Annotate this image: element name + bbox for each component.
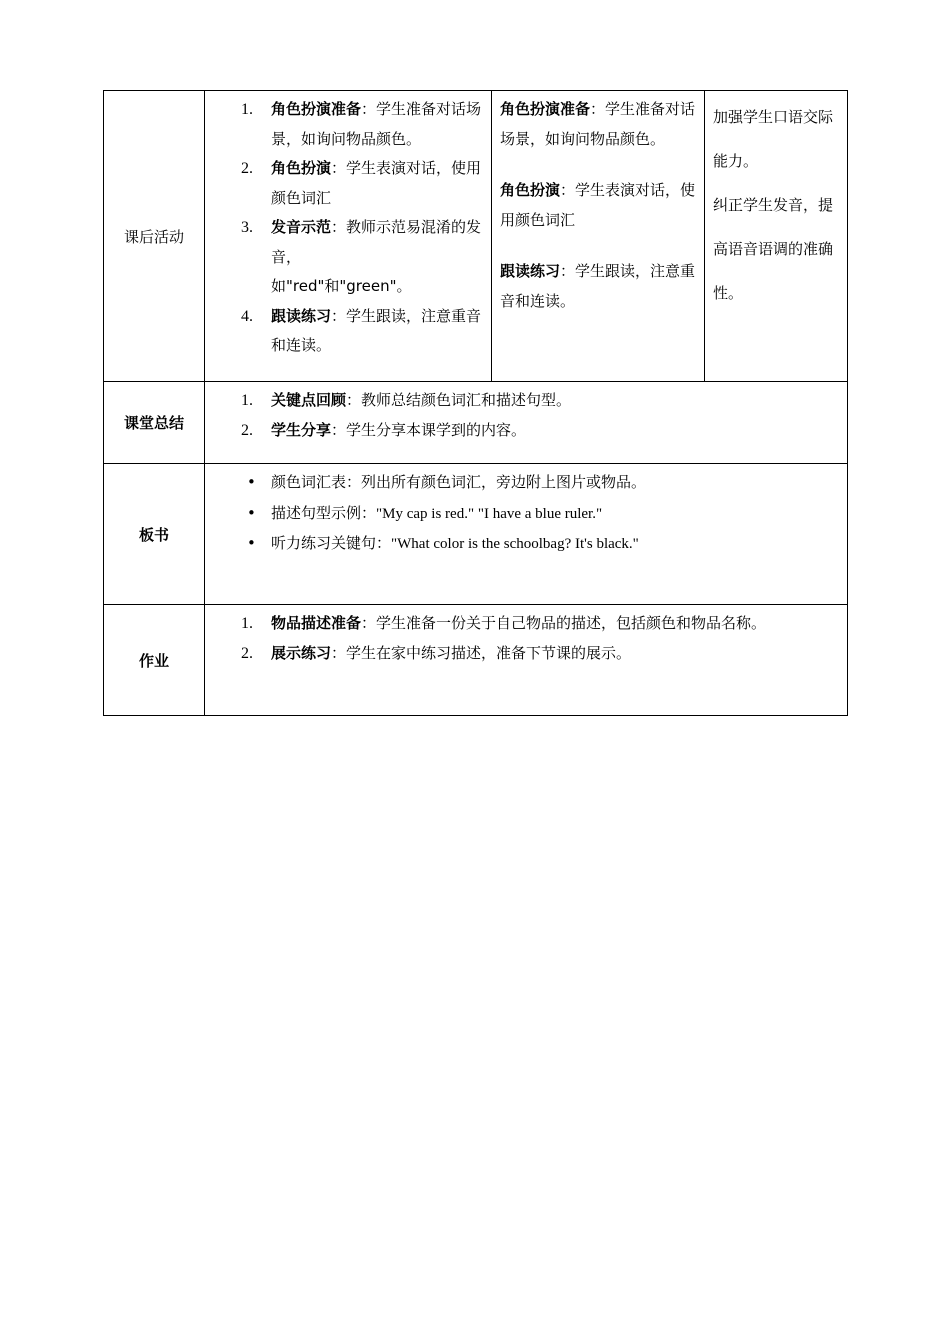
list-item: 4. 跟读练习：学生跟读，注意重音和连读。	[241, 306, 482, 354]
row-label-after-class: 课后活动	[104, 91, 205, 382]
list-item: 1. 关键点回顾：教师总结颜色词汇和描述句型。	[241, 391, 572, 409]
row-board	[104, 464, 848, 605]
list-item: • 描述句型示例："My cap is red." "I have a blue ruler."	[213, 499, 839, 530]
list-item: 1. 物品描述准备：学生准备一份关于自己物品的描述，包括颜色和物品名称。	[241, 614, 767, 632]
row-summary	[104, 382, 848, 464]
summary-cell	[205, 382, 848, 464]
board-cell	[205, 464, 848, 605]
student-activity-item: 角色扮演准备：学生准备对话场景，如询问物品颜色。	[500, 100, 696, 148]
row-label-homework: 作业	[104, 605, 205, 716]
list-item: 2. 学生分享：学生分享本课学到的内容。	[241, 420, 527, 439]
list-item: • 听力练习关键句："What color is the schoolbag? It's black."	[213, 529, 839, 560]
list-item: 2. 角色扮演：学生表演对话，使用颜色词汇	[241, 159, 482, 207]
student-activity-item: 角色扮演：学生表演对话，使用颜色词汇	[500, 181, 696, 229]
lesson-plan-table	[103, 90, 848, 716]
student-activity-item: 跟读练习：学生跟读，注意重音和连读。	[500, 262, 696, 310]
purpose-item: 加强学生口语交际能力。	[713, 108, 834, 170]
list-item: 3. 发音示范：教师示范易混淆的发音， 如"red"和"green"。	[241, 218, 482, 295]
student-activity-cell	[492, 91, 705, 382]
row-after-class	[104, 91, 848, 382]
list-item: 1. 角色扮演准备：学生准备对话场景，如询问物品颜色。	[241, 100, 482, 148]
purpose-cell	[705, 91, 848, 382]
list-item: 2. 展示练习：学生在家中练习描述，准备下节课的展示。	[241, 643, 632, 662]
row-label-summary: 课堂总结	[104, 382, 205, 464]
list-item: • 颜色词汇表：列出所有颜色词汇，旁边附上图片或物品。	[213, 468, 839, 499]
purpose-item: 纠正学生发音，提高语音语调的准确性。	[713, 196, 834, 302]
row-label-board: 板书	[104, 464, 205, 605]
homework-cell	[205, 605, 848, 716]
teacher-activity-cell	[205, 91, 492, 382]
row-homework	[104, 605, 848, 716]
